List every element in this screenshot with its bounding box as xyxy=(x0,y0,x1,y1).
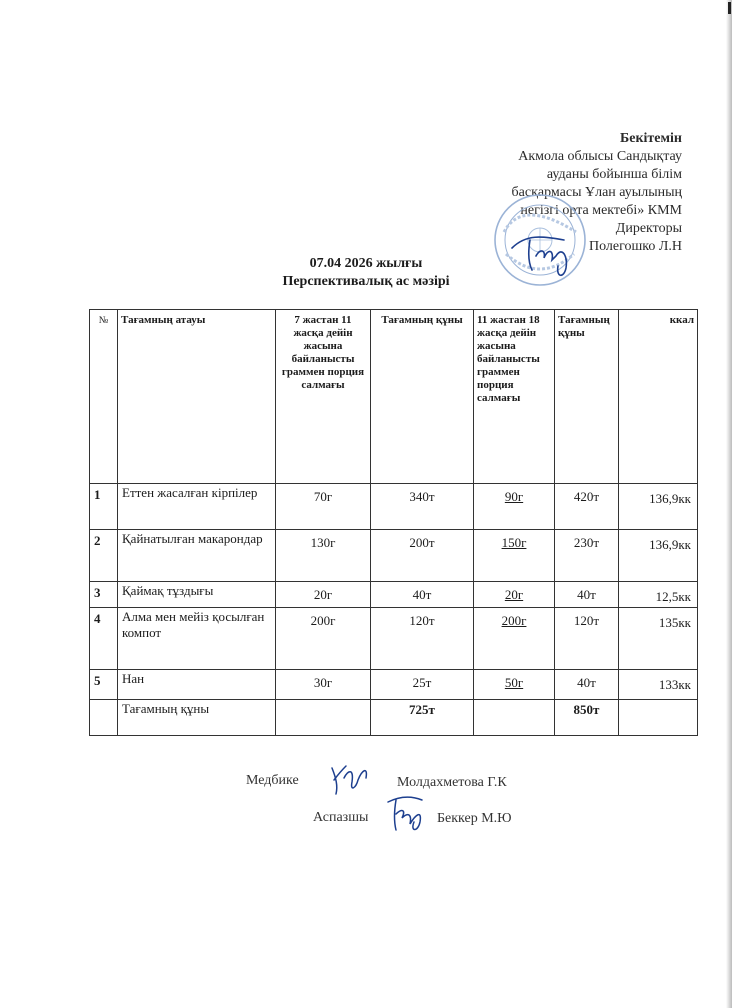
row-number: 4 xyxy=(90,608,118,670)
total-price-7-11: 725т xyxy=(371,700,474,736)
price-7-11: 200т xyxy=(371,530,474,582)
total-empty-cell xyxy=(276,700,371,736)
approval-line: Акмола облысы Сандықтау xyxy=(518,149,682,164)
kcal: 136,9кк xyxy=(619,530,698,582)
table-row xyxy=(90,670,698,700)
approval-line: Полегошко Л.Н xyxy=(589,239,682,254)
price-11-18: 230т xyxy=(555,530,619,582)
cook-signature xyxy=(382,792,430,836)
portion-7-11: 20г xyxy=(276,582,371,608)
table-row xyxy=(90,484,698,530)
portion-7-11: 30г xyxy=(276,670,371,700)
table-header-row xyxy=(90,310,698,484)
total-empty-cell xyxy=(90,700,118,736)
portion-11-18: 150г xyxy=(474,530,555,582)
menu-table xyxy=(89,309,698,736)
row-number: 3 xyxy=(90,582,118,608)
kcal: 136,9кк xyxy=(619,484,698,530)
dish-name: Алма мен мейіз қосылған компот xyxy=(118,608,276,670)
portion-7-11: 130г xyxy=(276,530,371,582)
column-header-price-7-11: Тағамның құны xyxy=(371,310,474,484)
portion-7-11: 70г xyxy=(276,484,371,530)
cook-name: Беккер М.Ю xyxy=(437,811,512,826)
approval-line: негізгі орта мектебі» КММ xyxy=(520,203,682,218)
table-row xyxy=(90,608,698,670)
dish-name: Қайнатылған макарондар xyxy=(118,530,276,582)
approval-line: ауданы бойынша білім xyxy=(546,167,682,182)
portion-7-11: 200г xyxy=(276,608,371,670)
column-header-portion-11-18: 11 жастан 18 жасқа дейін жасына байланысты граммен порция салмағы xyxy=(474,310,555,484)
price-11-18: 40т xyxy=(555,670,619,700)
total-label: Тағамның құны xyxy=(118,700,276,736)
document-date: 07.04 2026 жылғы xyxy=(309,256,423,271)
cook-role: Аспазшы xyxy=(313,810,369,825)
dish-name: Қаймақ тұздығы xyxy=(118,582,276,608)
nurse-role: Медбике xyxy=(246,773,299,788)
page-edge-shadow xyxy=(726,0,732,1008)
price-7-11: 25т xyxy=(371,670,474,700)
total-empty-cell xyxy=(619,700,698,736)
portion-11-18: 90г xyxy=(474,484,555,530)
portion-11-18: 20г xyxy=(474,582,555,608)
column-header-kcal: ккал xyxy=(619,310,698,484)
column-header-portion-7-11: 7 жастан 11 жасқа дейін жасына байланысты граммен порция салмағы xyxy=(276,310,371,484)
price-11-18: 40т xyxy=(555,582,619,608)
approval-line: басқармасы Ұлан ауылының xyxy=(511,185,682,200)
approval-line: Директоры xyxy=(615,221,682,236)
portion-11-18: 50г xyxy=(474,670,555,700)
kcal: 135кк xyxy=(619,608,698,670)
column-header-price-11-18: Тағамның құны xyxy=(555,310,619,484)
row-number: 1 xyxy=(90,484,118,530)
price-11-18: 120т xyxy=(555,608,619,670)
table-row xyxy=(90,582,698,608)
total-empty-cell xyxy=(474,700,555,736)
price-7-11: 120т xyxy=(371,608,474,670)
dish-name: Еттен жасалған кірпілер xyxy=(118,484,276,530)
table-row xyxy=(90,530,698,582)
total-price-11-18: 850т xyxy=(555,700,619,736)
price-11-18: 420т xyxy=(555,484,619,530)
dish-name: Нан xyxy=(118,670,276,700)
column-header-number: № xyxy=(90,310,118,484)
document-title: Перспективалық ас мәзірі xyxy=(282,274,450,289)
price-7-11: 40т xyxy=(371,582,474,608)
nurse-name: Молдахметова Г.К xyxy=(397,775,507,790)
row-number: 2 xyxy=(90,530,118,582)
nurse-signature xyxy=(328,758,372,798)
price-7-11: 340т xyxy=(371,484,474,530)
portion-11-18: 200г xyxy=(474,608,555,670)
table-total-row xyxy=(90,700,698,736)
kcal: 12,5кк xyxy=(619,582,698,608)
approval-heading: Бекітемін xyxy=(619,131,682,146)
kcal: 133кк xyxy=(619,670,698,700)
row-number: 5 xyxy=(90,670,118,700)
column-header-dish-name: Тағамның атауы xyxy=(118,310,276,484)
page-corner-mark xyxy=(728,2,731,14)
